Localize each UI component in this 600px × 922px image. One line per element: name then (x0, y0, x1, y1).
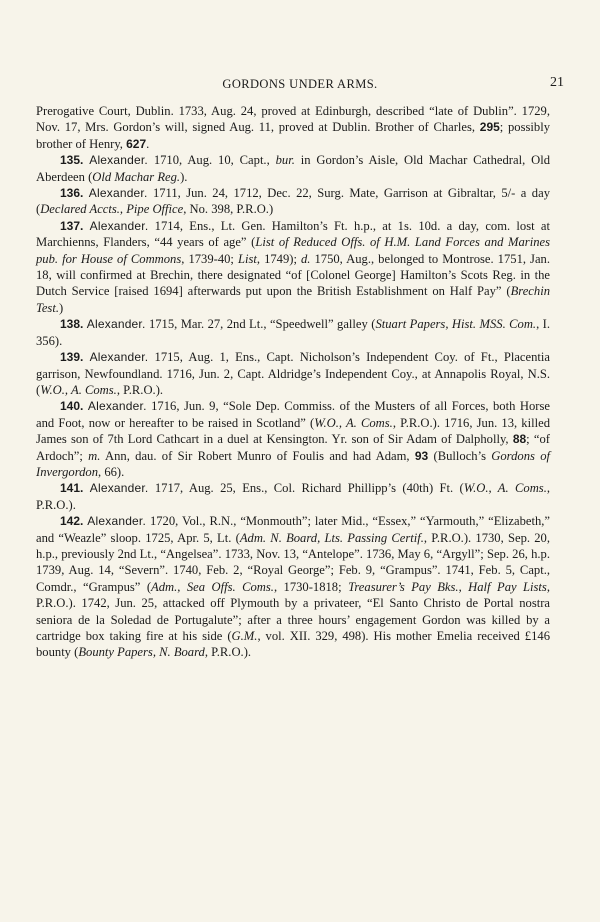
page-number: 21 (550, 75, 564, 90)
entry-137: 137. Alexander. 1714, Ens., Lt. Gen. Hamilton’s Ft. h.p., at 1s. 10d. a day, com. lost at Marchienns, Flanders, “44 years of age” (List of Reduced Offs. of H.M. Land Forces and Marines pub. for House of Commons, 1739-40; List, 1749); d. 1750, Aug., belonged to Montrose. 1751, Jan. 18, will confirmed at Brechin, there designated “of [Colonel George] Hamilton’s Scots Reg. in the Dutch Service [raised 1694] afterwards put upon the British Establishment on Half Pay” (Brechin Test.) (36, 218, 550, 315)
entry-140: 140. Alexander. 1716, Jun. 9, “Sole Dep. Commiss. of the Musters of all Forces, both Horse and Foot, now or hereafter to be raised in Scotland” (W.O., A. Coms., P.R.O.). 1716, Jun. 13, killed James son of 7th Lord Cathcart in a duel at Kensington. Yr. son of Sir Adam of Dalpholly, 88; “of Ardoch”; m. Ann, dau. of Sir Robert Munro of Foulis and had Adam, 93 (Bulloch’s Gordons of Invergordon, 66). (36, 399, 550, 479)
entry-name: Alexander. (86, 317, 146, 332)
entry-name: Alexander. (88, 186, 148, 201)
entry-138: 138. Alexander. 1715, Mar. 27, 2nd Lt., “Speedwell” galley (Stuart Papers, Hist. MSS. Com., I. 356). (36, 317, 551, 348)
page-body (36, 103, 550, 661)
entry-number: 135. (60, 153, 84, 168)
entry-139: 139. Alexander. 1715, Aug. 1, Ens., Capt. Nicholson’s Independent Coy. of Ft., Placentia garrison, Newfoundland. 1716, Jun. 2, Capt. Aldridge’s Independent Coy., at Annapolis Royal, N.S. (W.O., A. Coms., P.R.O.). (36, 350, 550, 397)
entry-number: 140. (60, 399, 84, 414)
entry-number: 142. (60, 514, 84, 529)
entry-name: Alexander. (87, 399, 147, 414)
entry-name: Alexander. (87, 514, 147, 529)
cross-reference: 93 (414, 448, 429, 463)
running-title: GORDONS UNDER ARMS. (222, 77, 378, 91)
entry-number: 141. (60, 481, 84, 496)
entry-number: 136. (60, 186, 84, 201)
entry-136: 136. Alexander. 1711, Jun. 24, 1712, Dec. 22, Surg. Mate, Garrison at Gibraltar, 5/- a day (Declared Accts., Pipe Office, No. 398, P.R.O.) (36, 186, 550, 217)
entry-135: 135. Alexander. 1710, Aug. 10, Capt., bur. in Gordon’s Aisle, Old Machar Cathedral, Old Aberdeen (Old Machar Reg.). (36, 153, 550, 184)
entry-number: 139. (60, 350, 84, 365)
cross-reference: 627 (126, 136, 147, 151)
entry-name: Alexander. (89, 218, 149, 233)
entry-name: Alexander. (89, 481, 149, 496)
entry-name: Alexander. (89, 350, 149, 365)
entry-141: 141. Alexander. 1717, Aug. 25, Ens., Col. Richard Phillipp’s (40th) Ft. (W.O., A. Coms., P.R.O.). (36, 481, 551, 512)
entry-142: 142. Alexander. 1720, Vol., R.N., “Monmouth”; later Mid., “Essex,” “Yarmouth,” “Elizabeth,” and “Weazle” sloop. 1725, Apr. 5, Lt. (Adm. N. Board, Lts. Passing Certif., P.R.O.). 1730, Sep. 20, h.p., previously 2nd Lt., “Angelsea”. 1733, Nov. 13, “Antelope”. 1736, May 6, “Argyll”; Sep. 26, h.p. 1739, Aug. 14, “Severn”. 1740, Feb. 2, “Royal George”; Feb. 9, “Grampus”. 1741, Feb. 5, Capt., Comdr., “Grampus” (Adm., Sea Offs. Coms., 1730-1818; Treasurer’s Pay Bks., Half Pay Lists, P.R.O.). 1742, Jun. 25, attacked off Plymouth by a privateer, “El Santo Christo de Portal nostra seniora de la Soledad de Portugalute”; after a three hours’ engagement Gordon was killed by a cartridge box taking fire at his side (G.M., vol. XII. 329, 498). His mother Emelia received £146 bounty (Bounty Papers, N. Board, P.R.O.). (36, 514, 550, 660)
cross-reference: 295 (479, 120, 500, 135)
entry-number: 138. (60, 317, 84, 332)
cross-reference: 88 (512, 432, 527, 447)
entry-number: 137. (60, 218, 84, 233)
continuation-paragraph: Prerogative Court, Dublin. 1733, Aug. 24, proved at Edinburgh, described “late of Dublin”. 1729, Nov. 17, Mrs. Gordon’s will, signed Aug. 11, proved at Dublin. Brother of Charles, 295; possibly brother of Henry, 627. (36, 104, 550, 151)
running-header (36, 77, 564, 95)
entry-name: Alexander. (89, 153, 148, 168)
